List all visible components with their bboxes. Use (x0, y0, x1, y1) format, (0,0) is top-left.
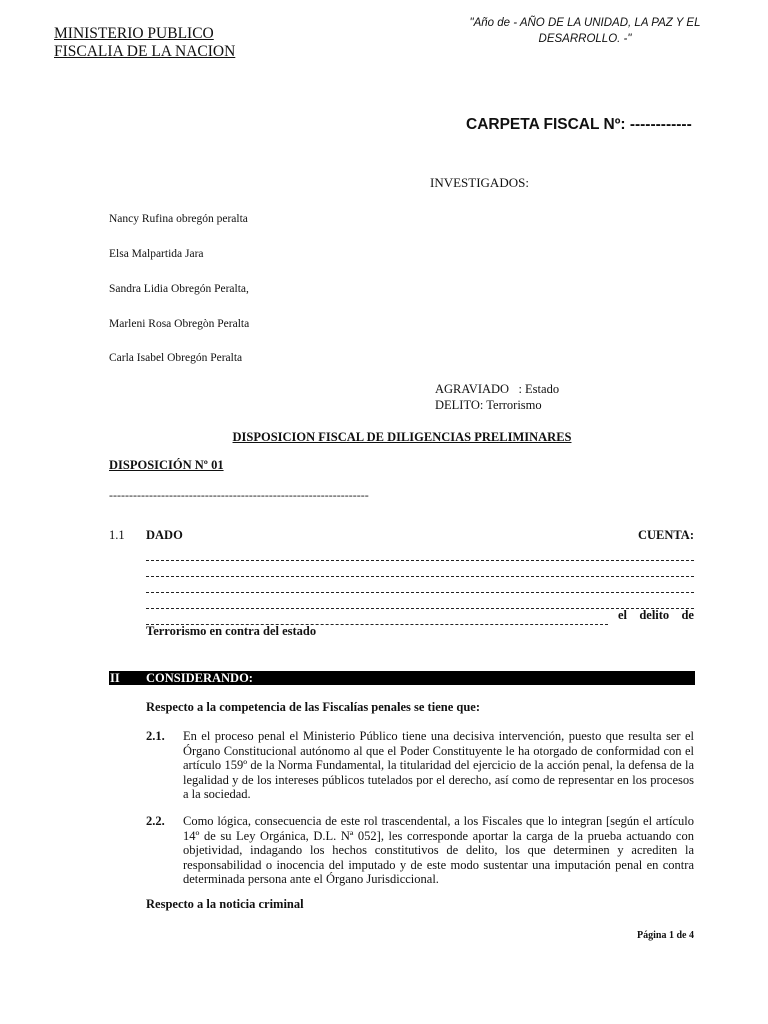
considerando-label: CONSIDERANDO: (146, 671, 253, 685)
dash-row (146, 577, 694, 593)
dash-row (146, 561, 694, 577)
page-number: Página 1 de 4 (637, 930, 694, 941)
section-2-number: II (110, 671, 120, 685)
dash-row (146, 609, 608, 625)
ministry-header (54, 25, 235, 61)
ministry-line-1: MINISTERIO PUBLICO (54, 25, 214, 42)
dado-label: DADO (146, 528, 183, 542)
investigados-heading: INVESTIGADOS: (430, 175, 529, 190)
motto-line-1: "Año de - AÑO DE LA UNIDAD, LA PAZ Y EL (469, 17, 701, 29)
delito-line: DELITO: Terrorismo (435, 398, 542, 412)
considerando-heading-bar (109, 671, 695, 685)
delito-continuation: Terrorismo en contra del estado (146, 624, 317, 638)
investigado-name: Marleni Rosa Obregòn Peralta (109, 318, 250, 330)
tail-word-de: de (681, 608, 694, 622)
dado-cuenta-row (146, 528, 694, 543)
investigado-name: Carla Isabel Obregón Peralta (109, 352, 243, 364)
separator-dashes: ----------------------------------------------------------------- (109, 488, 369, 502)
case-parties (435, 381, 559, 413)
section-1-number: 1.1 (109, 528, 125, 542)
blank-fill-lines (146, 545, 694, 625)
investigado-name: Elsa Malpartida Jara (109, 248, 204, 260)
year-motto (462, 16, 708, 47)
agraviado-line: AGRAVIADO : Estado (435, 382, 560, 396)
delito-tail (618, 608, 694, 623)
disposicion-title: DISPOSICION FISCAL DE DILIGENCIAS PRELIMINARES (232, 430, 572, 444)
ministry-line-2: FISCALIA DE LA NACION (54, 43, 236, 60)
dash-row (146, 545, 694, 561)
carpeta-fiscal-title: CARPETA FISCAL Nº: ------------ (466, 116, 692, 133)
item-2-1-text: En el proceso penal el Ministerio Público tiene una decisiva intervención, puesto que resulta ser el Órgano Constitucional autónomo al que el Poder Constituyente le ha otorgado de conformidad con el artículo 159º de la Norma Fundamental, la titularidad del ejercicio de la acción penal, la defensa de la legalidad y de los intereses públicos tutelados por el derecho, así como de representar en los procesos a la sociedad. (183, 729, 694, 802)
competencia-subheading: Respecto a la competencia de las Fiscalías penales se tiene que: (146, 700, 480, 714)
tail-word-el: el (618, 608, 628, 622)
item-2-1-number: 2.1. (146, 729, 165, 743)
motto-line-2: DESARROLLO. -" (538, 32, 632, 45)
dash-row (146, 593, 694, 609)
item-2-2-number: 2.2. (146, 814, 165, 828)
tail-word-delito: delito (639, 608, 670, 622)
investigado-name: Sandra Lidia Obregón Peralta, (109, 283, 249, 295)
noticia-criminal-subheading: Respecto a la noticia criminal (146, 897, 304, 911)
disposicion-number: DISPOSICIÓN Nº 01 (109, 458, 224, 472)
item-2-2-text: Como lógica, consecuencia de este rol trascendental, a los Fiscales que lo integran [según el artículo 14º de su Ley Orgánica, D.L. Nª 052], les corresponde aportar la carga de la prueba actuando con objetividad, indagando los hechos constitutivos de delito, los que determinen y acrediten la responsabilidad o inocencia del imputado y de este modo sustentar una imputación penal en contra determinada persona ante el Órgano Jurisdiccional. (183, 814, 694, 887)
cuenta-label: CUENTA: (637, 528, 694, 542)
investigado-name: Nancy Rufina obregón peralta (109, 213, 248, 225)
